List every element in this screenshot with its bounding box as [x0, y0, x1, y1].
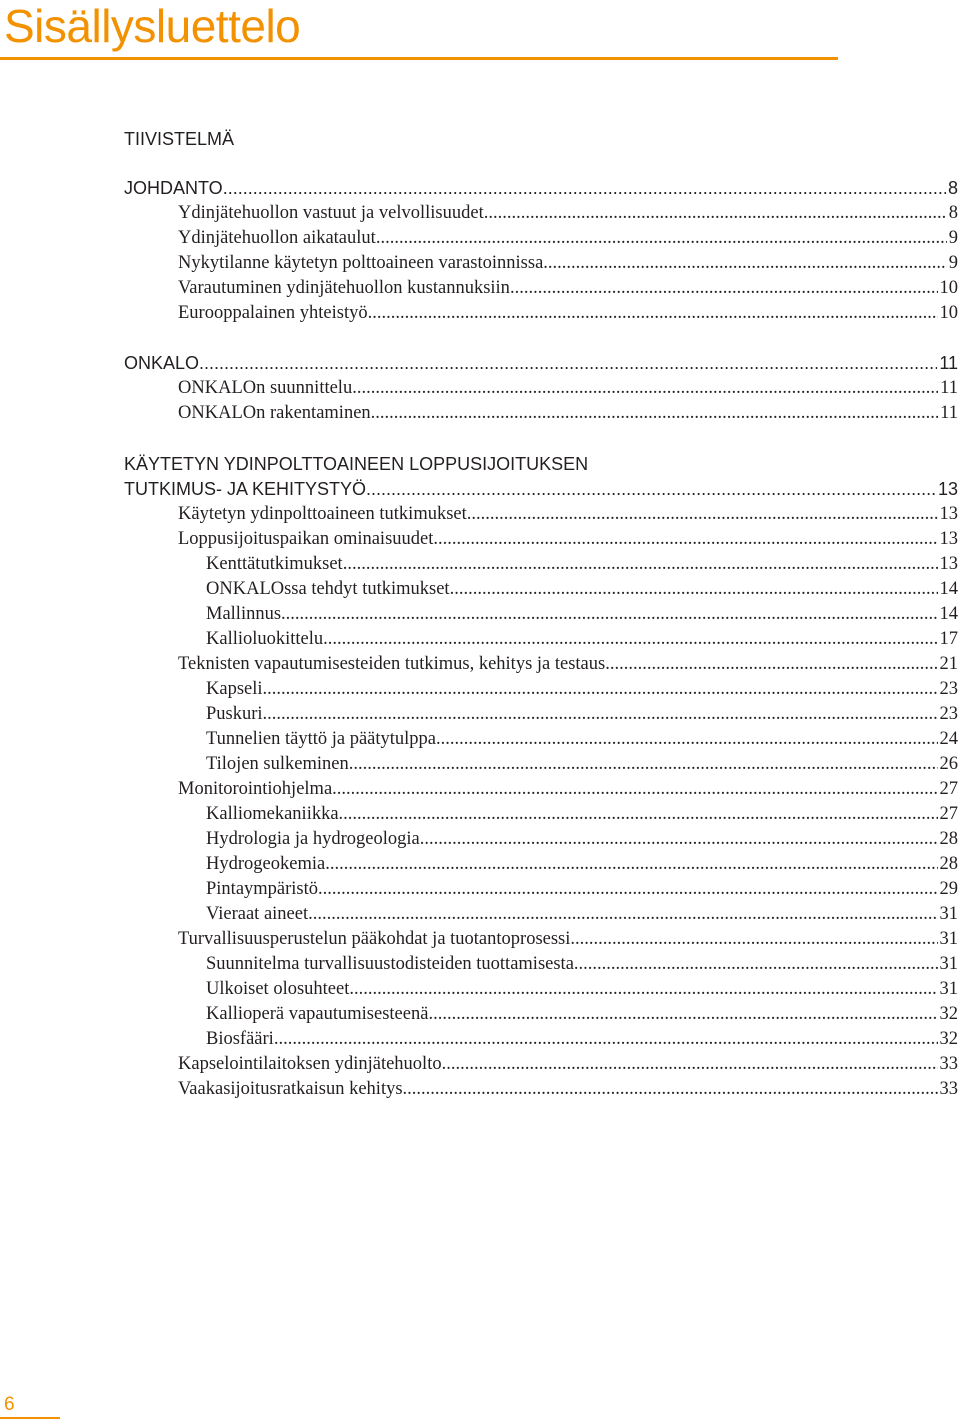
leader-dots	[510, 276, 938, 301]
toc-entry[interactable]	[178, 301, 958, 326]
toc-entry-title: Nykytilanne käytetyn polttoaineen varastoinnissa	[178, 253, 544, 273]
leader-dots	[433, 527, 937, 552]
toc-entry-page: 13	[937, 479, 958, 499]
toc-entry[interactable]	[178, 226, 958, 251]
toc-entry-page: 27	[939, 779, 958, 799]
toc-entry-page: 17	[939, 629, 958, 649]
leader-dots	[420, 827, 938, 852]
toc-entry-title: Hydrogeokemia	[206, 854, 326, 874]
toc-entry-page: 8	[947, 178, 958, 198]
toc-entry[interactable]	[206, 627, 958, 652]
toc-entry[interactable]	[178, 527, 958, 552]
toc-entry-page: 23	[939, 679, 958, 699]
toc-entry-page: 32	[939, 1004, 958, 1024]
toc-entry[interactable]	[206, 902, 958, 927]
toc-entry-title: Ydinjätehuollon aikataulut	[178, 228, 376, 248]
leader-dots	[263, 677, 938, 702]
toc-entry-page: 23	[939, 704, 958, 724]
leader-dots	[570, 927, 937, 952]
toc-entry[interactable]	[178, 927, 958, 952]
page-number-underline	[0, 1417, 60, 1419]
toc-entry[interactable]	[178, 777, 958, 802]
toc-entry-page: 31	[939, 904, 958, 924]
leader-dots	[318, 877, 937, 902]
toc-entry-page: 11	[939, 353, 958, 373]
toc-entry-title: Tunnelien täyttö ja päätytulppa	[206, 729, 437, 749]
toc-entry-page: 13	[939, 504, 958, 524]
leader-dots	[325, 852, 937, 877]
leader-dots	[484, 201, 947, 226]
leader-dots	[450, 577, 938, 602]
toc-entry[interactable]	[178, 251, 958, 276]
toc-entry[interactable]	[206, 577, 958, 602]
toc-entry-title: Monitorointiohjelma	[178, 779, 333, 799]
toc-entry-title: Hydrologia ja hydrogeologia	[206, 829, 420, 849]
toc-entry-page: 24	[939, 729, 958, 749]
toc-heading-tiivistelma[interactable]: TIIVISTELMÄ	[124, 129, 235, 149]
toc-entry-title: Varautuminen ydinjätehuollon kustannuksiin	[178, 278, 510, 298]
toc-entry[interactable]	[206, 602, 958, 627]
toc-entry-title: Kallioluokittelu	[206, 629, 324, 649]
toc-entry-title: Turvallisuusperustelun pääkohdat ja tuotantoprosessi	[178, 929, 571, 949]
toc-entry[interactable]	[206, 827, 958, 852]
toc-entry[interactable]	[206, 677, 958, 702]
toc-entry-title: TUTKIMUS- JA KEHITYSTYÖ	[124, 479, 367, 499]
toc-entry-page: 10	[939, 303, 958, 323]
toc-entry[interactable]	[178, 201, 958, 226]
leader-dots	[352, 376, 938, 401]
toc-entry-title: Biosfääri	[206, 1029, 274, 1049]
toc-entry[interactable]	[206, 727, 958, 752]
leader-dots	[436, 727, 937, 752]
toc-entry-title: Kapselointilaitoksen ydinjätehuolto	[178, 1054, 442, 1074]
toc-entry-page: 32	[939, 1029, 958, 1049]
leader-dots	[543, 251, 946, 276]
toc-entry-title: JOHDANTO	[124, 178, 223, 198]
leader-dots	[308, 902, 937, 927]
leader-dots	[281, 602, 937, 627]
leader-dots	[349, 752, 938, 777]
toc-entry[interactable]	[178, 401, 958, 426]
leader-dots	[263, 702, 938, 727]
toc-entry-title: Eurooppalainen yhteistyö	[178, 303, 368, 323]
toc-entry-title: Vieraat aineet	[206, 904, 309, 924]
toc-entry[interactable]	[206, 877, 958, 902]
toc-entry-page: 33	[939, 1079, 958, 1099]
toc-entry-title: Mallinnus	[206, 604, 282, 624]
toc-heading-kaytetyn-line1[interactable]: KÄYTETYN YDINPOLTTOAINEEN LOPPUSIJOITUKSEN	[124, 454, 589, 474]
toc-entry[interactable]	[206, 977, 958, 1002]
toc-entry-title: Ydinjätehuollon vastuut ja velvollisuudet	[178, 203, 484, 223]
toc-entry-title: Kenttätutkimukset	[206, 554, 343, 574]
toc-entry-page: 28	[939, 854, 958, 874]
leader-dots	[323, 627, 937, 652]
toc-entry-title: Kapseli	[206, 679, 263, 699]
toc-entry[interactable]	[206, 1027, 958, 1052]
toc-entry-title: Kallioperä vapautumisesteenä	[206, 1004, 429, 1024]
toc-entry[interactable]	[178, 1077, 958, 1102]
toc-entry-kaytetyn[interactable]	[124, 477, 958, 502]
toc-entry[interactable]	[178, 276, 958, 301]
toc-entry-page: 14	[939, 604, 958, 624]
toc-entry-page: 26	[939, 754, 958, 774]
toc-entry[interactable]	[178, 502, 958, 527]
leader-dots	[343, 552, 938, 577]
title-underline	[0, 57, 838, 60]
toc-entry[interactable]	[178, 376, 958, 401]
toc-entry[interactable]	[206, 752, 958, 777]
toc-entry-page: 8	[948, 203, 958, 223]
toc-entry-page: 31	[939, 954, 958, 974]
toc-entry-title: ONKALOn suunnittelu	[178, 378, 353, 398]
leader-dots	[467, 502, 938, 527]
toc-entry-title: Puskuri	[206, 704, 263, 724]
toc-entry[interactable]	[206, 952, 958, 977]
leader-dots	[403, 1077, 938, 1102]
leader-dots	[332, 777, 937, 802]
toc-entry-page: 11	[940, 378, 958, 398]
toc-entry-johdanto[interactable]	[124, 176, 958, 201]
toc-entry-title: ONKALO	[124, 353, 200, 373]
toc-entry-title: Vaakasijoitusratkaisun kehitys	[178, 1079, 403, 1099]
toc-entry-title: Ulkoiset olosuhteet	[206, 979, 350, 999]
leader-dots	[428, 1002, 937, 1027]
toc-entry[interactable]	[206, 702, 958, 727]
toc-entry[interactable]	[206, 852, 958, 877]
leader-dots	[349, 977, 937, 1002]
leader-dots	[605, 652, 937, 677]
toc-entry-title: Loppusijoituspaikan ominaisuudet	[178, 529, 434, 549]
leader-dots	[368, 301, 938, 326]
toc-entry-page: 33	[939, 1054, 958, 1074]
toc-entry-title: Tilojen sulkeminen	[206, 754, 349, 774]
toc-entry[interactable]	[206, 802, 958, 827]
toc-entry-page: 14	[939, 579, 958, 599]
toc-entry[interactable]	[178, 652, 958, 677]
toc-entry-page: 13	[939, 554, 958, 574]
toc-entry-page: 11	[940, 403, 958, 423]
toc-entry[interactable]	[206, 552, 958, 577]
toc-entry-title: Teknisten vapautumisesteiden tutkimus, kehitys ja testaus	[178, 654, 606, 674]
toc-entry-title: ONKALOssa tehdyt tutkimukset	[206, 579, 450, 599]
page-number: 6	[4, 1394, 15, 1415]
toc-entry-title: Suunnitelma turvallisuustodisteiden tuottamisesta	[206, 954, 574, 974]
toc-entry[interactable]	[206, 1002, 958, 1027]
toc-entry-page: 28	[939, 829, 958, 849]
toc-entry-title: Käytetyn ydinpolttoaineen tutkimukset	[178, 504, 467, 524]
leader-dots	[574, 952, 938, 977]
leader-dots	[366, 477, 936, 502]
toc-entry-page: 9	[948, 228, 958, 248]
toc-entry-page: 21	[939, 654, 958, 674]
toc-entry[interactable]	[178, 1052, 958, 1077]
page-title: Sisällysluettelo	[4, 0, 301, 52]
leader-dots	[376, 226, 947, 251]
toc-entry-page: 29	[939, 879, 958, 899]
leader-dots	[274, 1027, 938, 1052]
toc-entry-page: 27	[939, 804, 958, 824]
toc-entry-page: 10	[939, 278, 958, 298]
toc-entry-title: ONKALOn rakentaminen	[178, 403, 371, 423]
leader-dots	[339, 802, 938, 827]
leader-dots	[223, 176, 946, 201]
toc-entry-title: Kalliomekaniikka	[206, 804, 339, 824]
leader-dots	[199, 351, 937, 376]
toc-entry-page: 13	[939, 529, 958, 549]
leader-dots	[442, 1052, 938, 1077]
toc-entry-page: 31	[939, 929, 958, 949]
toc-entry-page: 31	[939, 979, 958, 999]
toc-entry-title: Pintaympäristö	[206, 879, 319, 899]
toc-entry-page: 9	[948, 253, 958, 273]
leader-dots	[371, 401, 939, 426]
toc-entry-onkalo[interactable]	[124, 351, 958, 376]
